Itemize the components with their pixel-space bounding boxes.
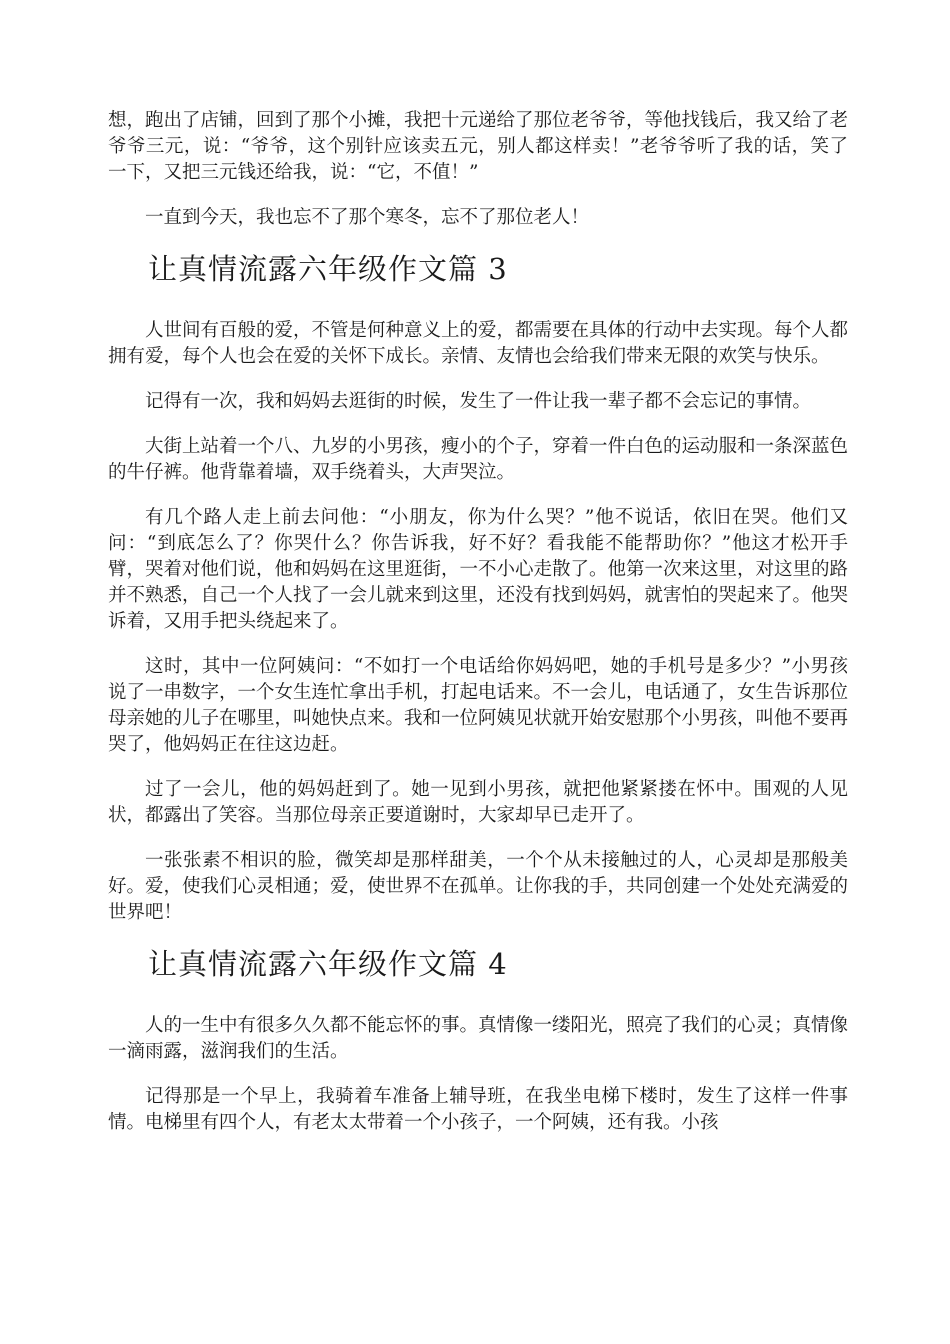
paragraph: 一张张素不相识的脸，微笑却是那样甜美，一个个从未接触过的人，心灵却是那般美好。爱，使我们心灵相通；爱，使世界不在孤单。让你我的手，共同创建一个处处充满爱的世界吧！ — [108, 850, 849, 923]
paragraph: 大街上站着一个八、九岁的小男孩，瘦小的个子，穿着一件白色的运动服和一条深蓝色的牛仔裤。他背靠着墙，双手绕着头，大声哭泣。 — [108, 436, 849, 483]
paragraph: 有几个路人走上前去问他：“小朋友，你为什么哭？”他不说话，依旧在哭。他们又问：“到底怎么了？你哭什么？你告诉我，好不好？看我能不能帮助你？”他这才松开手臂，哭着对他们说，他和妈妈在这里逛街，一不小心走散了。他第一次来这里，对这里的路并不熟悉，自己一个人找了一会儿就来到这里，还没有找到妈妈，就害怕的哭起来了。他哭诉着，又用手把头绕起来了。 — [108, 507, 849, 632]
paragraph: 人世间有百般的爱，不管是何种意义上的爱，都需要在具体的行动中去实现。每个人都拥有爱，每个人也会在爱的关怀下成长。亲情、友情也会给我们带来无限的欢笑与快乐。 — [108, 320, 849, 367]
paragraph: 记得那是一个早上，我骑着车准备上辅导班，在我坐电梯下楼时，发生了这样一件事情。电梯里有四个人，有老太太带着一个小孩子，一个阿姨，还有我。小孩 — [108, 1086, 848, 1133]
paragraph-continued: 想，跑出了店铺，回到了那个小摊，我把十元递给了那位老爷爷，等他找钱后，我又给了老爷爷三元，说：“爷爷，这个别针应该卖五元，别人都这样卖！”老爷爷听了我的话，笑了一下，又把三元钱还给我，说：“它，不值！” — [108, 110, 849, 183]
paragraph: 一直到今天，我也忘不了那个寒冬，忘不了那位老人！ — [145, 207, 590, 228]
document-page — [108, 108, 848, 1155]
paragraph: 人的一生中有很多久久都不能忘怀的事。真情像一缕阳光，照亮了我们的心灵；真情像一滴雨露，滋润我们的生活。 — [108, 1015, 849, 1062]
section-heading-4: 让真情流露六年级作文篇 4 — [148, 947, 508, 981]
paragraph: 过了一会儿，他的妈妈赶到了。她一见到小男孩，就把他紧紧搂在怀中。围观的人见状，都露出了笑容。当那位母亲正要道谢时，大家却早已走开了。 — [108, 779, 848, 826]
paragraph: 记得有一次，我和妈妈去逛街的时候，发生了一件让我一辈子都不会忘记的事情。 — [145, 391, 812, 412]
paragraph: 这时，其中一位阿姨问：“不如打一个电话给你妈妈吧，她的手机号是多少？”小男孩说了一串数字，一个女生连忙拿出手机，打起电话来。不一会儿，电话通了，女生告诉那位母亲她的儿子在哪里，叫她快点来。我和一位阿姨见状就开始安慰那个小男孩，叫他不要再哭了，他妈妈正在往这边赶。 — [108, 656, 849, 755]
section-heading-3: 让真情流露六年级作文篇 3 — [148, 252, 508, 286]
